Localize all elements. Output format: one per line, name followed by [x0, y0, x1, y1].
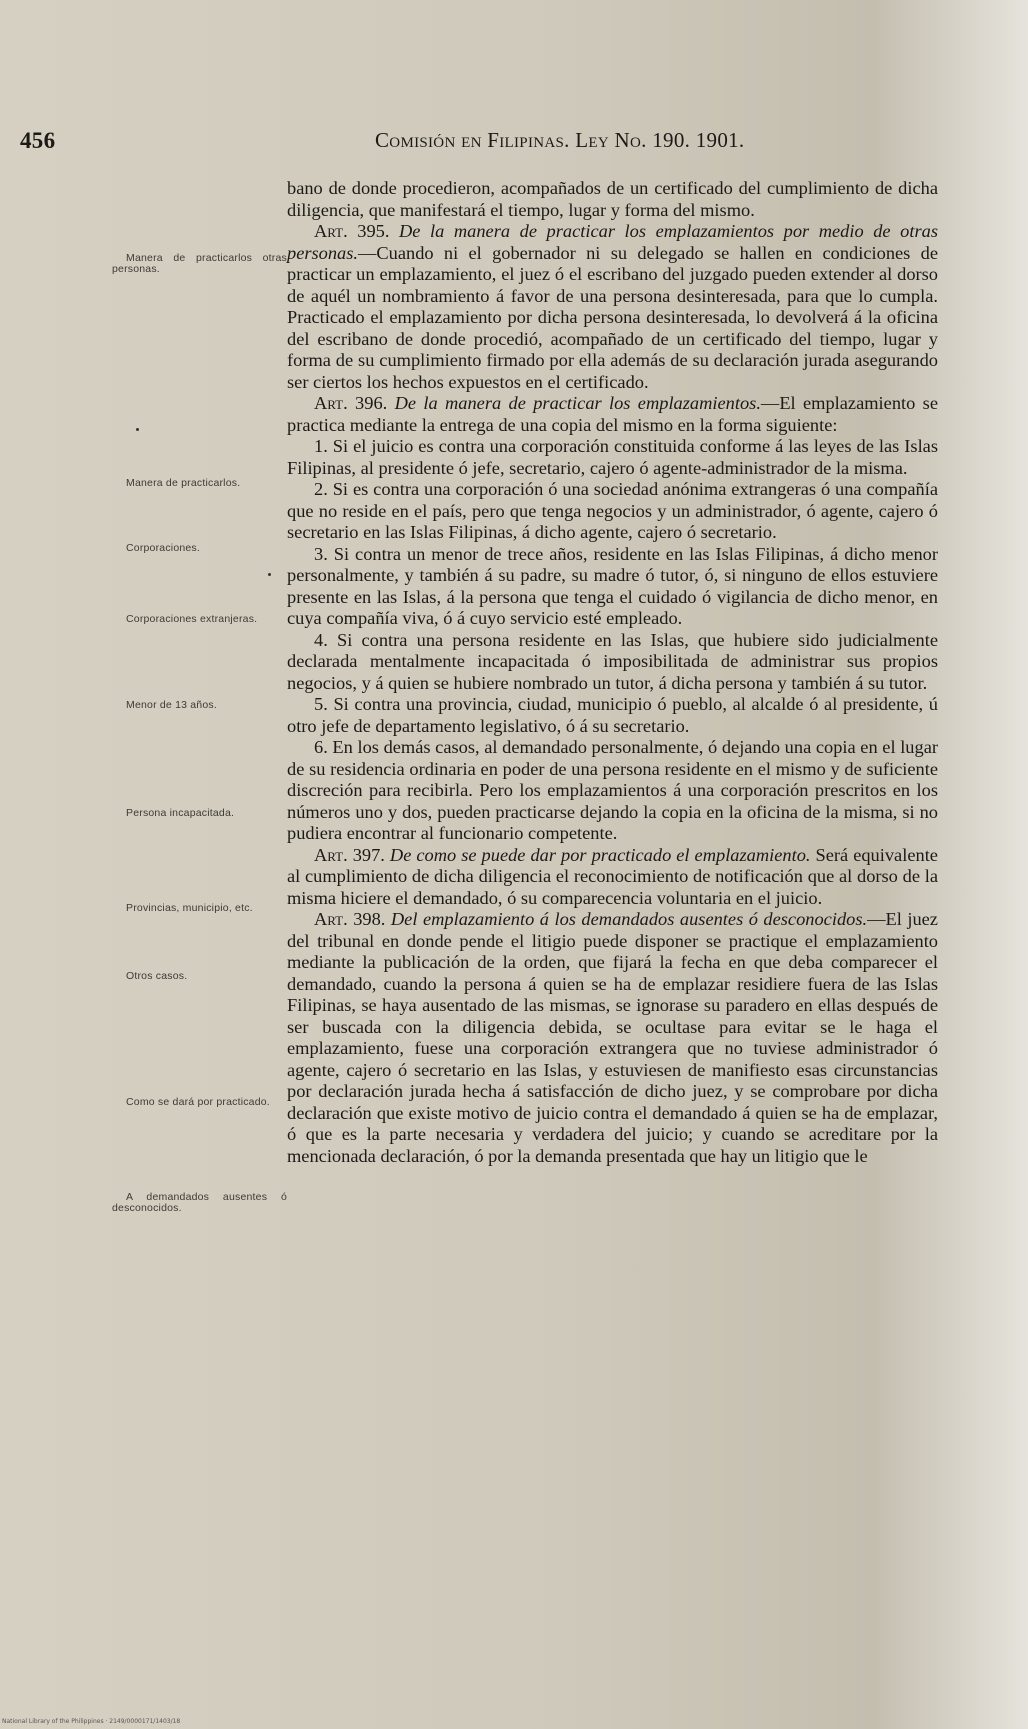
article-text: Será equivalente al cumplimiento de dicha diligencia el reconocimiento de notificación que al dorso de la misma hiciere el demandado, ó su comparecencia voluntaria en el juicio.: [287, 844, 938, 908]
margin-note: Corporaciones.: [126, 542, 201, 554]
margin-note: Otros casos.: [126, 970, 188, 982]
body-text: [287, 178, 938, 1167]
margin-note: Menor de 13 años.: [126, 699, 217, 711]
article-number: Art. 397.: [314, 844, 385, 865]
article-title: Del emplazamiento á los demandados ausentes ó desconocidos.: [390, 909, 868, 929]
article-text: —El juez del tribunal en donde pende el litigio puede disponer se practique el emplazamiento mediante la publicación de la orden, que fijará la fecha en que deba comparecer el demandado, cuando la persona á quien se ha de emplazar residiere fuera de las Islas Filipinas, se haya ausentado de las mismas, se ignorase su paradero en ellas después de ser buscada con la diligencia debida, se ocultase para evitar se le haga el emplazamiento, fuese una corporación extrangera que no tuviese administrador ó agente, cajero ó secretario en las Islas, y estuviesen de manifiesto esas circunstancias por declaración jurada hecha á satisfacción de dicho juez, y se comprobare por dicha declaración que existe motivo de juicio contra el demandado á quien se ha de emplazar, ó que es la parte necesaria y verdadera del juicio; y cuando se acreditare por la mencionada declaración, ó por la demanda presentada que hay un litigio que le: [287, 909, 938, 1166]
margin-note: Provincias, municipio, etc.: [126, 902, 253, 914]
margin-note: Manera de practicarlos otras personas.: [112, 252, 287, 275]
list-item-4: 4. Si contra una persona residente en las Islas, que hubiere sido judicialmente declarada mentalmente incapacitada ó imposibilitada de administrar sus propios negocios, y á quien se hubiere nombrado un tutor, á dicha persona y también á su tutor.: [287, 629, 938, 693]
list-item-3: 3. Si contra un menor de trece años, residente en las Islas Filipinas, á dicho menor personalmente, y también á su padre, su madre ó tutor, ó, si ninguno de ellos estuviere presente en las Islas, á la persona que tenga el cuidado ó vigilancia de dicho menor, en cuya compañía viva, ó á cuyo servicio esté empleado.: [287, 543, 938, 628]
running-title: Comisión en Filipinas. Ley No. 190. 1901.: [375, 128, 745, 152]
article-397: [287, 845, 938, 910]
margin-note: Persona incapacitada.: [126, 807, 235, 819]
margin-note: Corporaciones extranjeras.: [126, 613, 258, 625]
article-number: Art. 396.: [314, 393, 388, 413]
print-speck: [136, 428, 139, 431]
article-398: [287, 909, 938, 1167]
article-text: —Cuando ni el gobernador ni su delegado se hallen en condiciones de practicar un emplazamiento, el juez ó el escribano del juzgado pueden extender al dorso de aquél un nombramiento á favor de una persona desinteresada, para que lo cumpla. Practicado el emplazamiento por dicha persona desinteresada, lo devolverá á la oficina del escribano de donde procedió, acompañado de un certificado del tiempo, lugar y forma de su cumplimiento firmado por ella además de su declaración jurada asegurando ser ciertos los hechos expuestos en el certificado.: [287, 242, 938, 392]
article-395: [287, 221, 938, 393]
article-title: De la manera de practicar los emplazamientos.: [394, 393, 761, 413]
page-number: 456: [20, 128, 56, 153]
list-item-5: 5. Si contra una provincia, ciudad, municipio ó pueblo, al alcalde ó al presidente, ú otro jefe de departamento legislativo, ó á su secretario.: [287, 694, 938, 736]
article-title: De como se puede dar por practicado el emplazamiento.: [389, 844, 811, 865]
article-title: De la manera de practicar los emplazamientos por medio de otras personas.: [287, 221, 938, 263]
article-number: Art. 398.: [314, 909, 386, 929]
running-header: [20, 128, 850, 158]
paragraph-continuation: bano de donde procedieron, acompañados de un certificado del cumplimiento de dicha diligencia, que manifestará el tiempo, lugar y forma del mismo.: [287, 178, 938, 220]
list-item-6: 6. En los demás casos, al demandado personalmente, ó dejando una copia en el lugar de su residencia ordinaria en poder de una persona residente en el mismo y de suficiente discreción para recibirla. Pero los emplazamientos á una corporación prescritos en los números uno y dos, pueden practicarse dejando la copia en la oficina de la misma, si no pudiera encontrar al funcionario competente.: [287, 737, 938, 843]
article-396: [287, 393, 938, 436]
scan-footer: National Library of the Philippines · 2149/0000171/1403/18: [2, 1718, 181, 1725]
margin-note: A demandados ausentes ó desconocidos.: [112, 1191, 287, 1214]
article-number: Art. 395.: [314, 221, 390, 241]
article-text: —El emplazamiento se practica mediante la entrega de una copia del mismo en la forma siguiente:: [287, 393, 938, 435]
print-speck: [268, 573, 271, 576]
margin-note: Manera de practicarlos.: [126, 477, 241, 489]
list-item-2: 2. Si es contra una corporación ó una sociedad anónima extrangeras ó una compañía que no reside en el país, pero que tenga negocios y un administrador, ó agente, cajero ó secretario en las Islas Filipinas, á dicho agente, cajero ó secretario.: [287, 479, 938, 542]
list-item-1: 1. Si el juicio es contra una corporación constituida conforme á las leyes de las Islas Filipinas, al presidente ó jefe, secretario, cajero ó agente-administrador de la misma.: [287, 436, 938, 478]
margin-note: Como se dará por practicado.: [126, 1096, 270, 1108]
